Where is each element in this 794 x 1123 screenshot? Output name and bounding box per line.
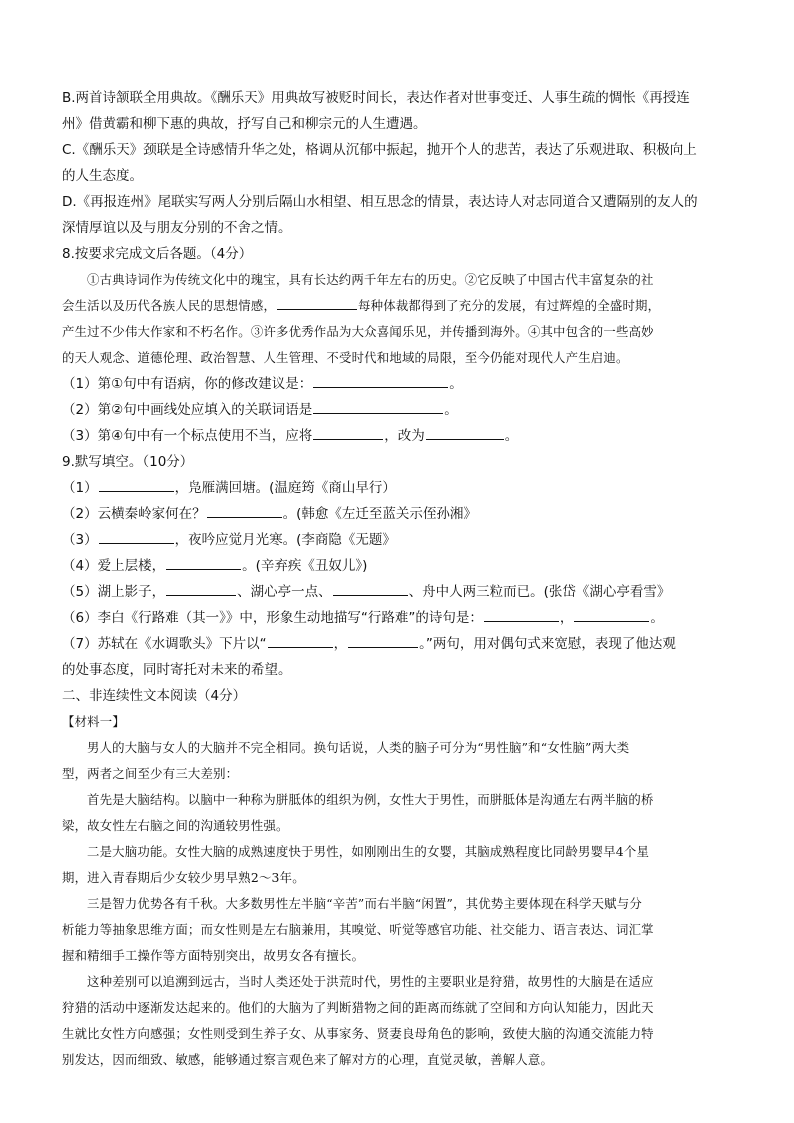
underline-blank[interactable] (277, 294, 357, 310)
material-line: 梁，故女性左右脑之间的沟通较男性强。 (62, 818, 289, 833)
option-b-line: 州》借黄霸和柳下惠的典故，抒写自己和柳宗元的人生遭遇。 (62, 116, 427, 132)
question-9-item-7-cont: 的处事态度，同时寄托对未来的希望。 (62, 662, 292, 678)
item-text: 。(辛弃疾《丑奴儿》) (242, 558, 368, 574)
sub-question-text: 。 (504, 428, 519, 444)
item-text: （5）湖上影子， (62, 584, 166, 600)
question-9-item-5 (62, 579, 734, 605)
answer-blank[interactable] (426, 424, 504, 440)
question-8-passage (62, 267, 734, 371)
item-text: （2）云横秦岭家何在？ (62, 506, 206, 522)
material-one (62, 709, 734, 1073)
sub-question-text: 。 (449, 376, 463, 392)
question-8-sub-1 (62, 371, 734, 397)
material-line: 握和精细手工操作等方面特别突出，故男女各有擅长。 (62, 948, 365, 963)
option-c (62, 137, 734, 189)
sub-question-text: （2）第②句中画线处应填入的关联词语是 (62, 402, 313, 418)
answer-blank[interactable] (313, 372, 448, 388)
item-text: 。 (650, 610, 664, 626)
material-line: 别发达，因而细致、敏感，能够通过察言观色来了解对方的心理，直觉灵敏，善解人意。 (62, 1052, 554, 1067)
item-text: 、湖心亭一点、 (237, 584, 332, 600)
option-c-line: 的人生态度。 (62, 168, 143, 184)
passage-text: 每种体裁都得到了充分的发展，有过辉煌的全盛时期， (358, 298, 661, 313)
passage-line: ①古典诗词作为传统文化中的瑰宝，具有长达约两千年左右的历史。②它反映了中国古代丰富复杂的社 (87, 272, 654, 287)
material-line: 这种差别可以追溯到远古，当时人类还处于洪荒时代，男性的主要职业是狩猎，故男性的大脑是在适应 (87, 974, 654, 989)
answer-blank[interactable] (313, 424, 383, 440)
sub-question-text: 。 (444, 402, 458, 418)
exam-page (62, 85, 734, 1073)
question-9-item-3 (62, 527, 734, 553)
question-9-item-7 (62, 631, 734, 657)
answer-blank[interactable] (166, 580, 236, 596)
sub-question-text: （3）第④句中有一个标点使用不当，应将 (62, 428, 313, 444)
item-text: ，夜吟应觉月光寒。(李商隐《无题》 (174, 532, 396, 548)
item-text: 。”两句，用对偶句式来宽慰，表现了他达观 (419, 636, 676, 652)
item-text: ， (333, 636, 348, 652)
item-text: ，凫雁满回塘。(温庭筠《商山早行） (174, 480, 396, 496)
sub-question-text: ，改为 (384, 428, 425, 444)
answer-blank[interactable] (574, 606, 649, 622)
material-label: 【材料一】 (62, 714, 125, 729)
question-9-item-1 (62, 475, 734, 501)
answer-blank[interactable] (207, 502, 282, 518)
material-line: 狩猎的活动中逐渐发达起来的。他们的大脑为了判断猎物之间的距离而练就了空间和方向认知能力，因此天 (62, 1000, 654, 1015)
option-d-line: D.《再报连州》尾联实写两人分别后隔山水相望、相互思念的情景，表达诗人对志同道合又遭隔别的友人的 (62, 194, 698, 210)
answer-blank[interactable] (268, 632, 333, 648)
answer-blank[interactable] (348, 632, 418, 648)
item-text: （4）爱上层楼， (62, 558, 166, 574)
sub-question-text: （1）第①句中有语病，你的修改建议是： (62, 376, 313, 392)
answer-blank[interactable] (99, 528, 174, 544)
option-d-line: 深情厚谊以及与朋友分别的不舍之情。 (62, 220, 292, 236)
question-8-title: 8.按要求完成文后各题。（4分） (62, 246, 253, 262)
material-line: 期，进入青春期后少女较少男早熟2～3年。 (62, 870, 305, 885)
question-8-sub-2 (62, 397, 734, 423)
answer-blank[interactable] (99, 476, 174, 492)
item-text: 、舟中人两三粒而已。(张岱《湖心亭看雪》 (408, 584, 671, 600)
material-line: 型，两者之间至少有三大差别： (62, 766, 239, 781)
option-b-line: B.两首诗颔联全用典故。《酬乐天》用典故写被贬时间长，表达作者对世事变迁、人事生疏的惆怅《再授连 (62, 90, 690, 106)
passage-text: 会生活以及历代各族人民的思想情感， (62, 298, 277, 313)
question-9-item-2 (62, 501, 734, 527)
passage-line: 的天人观念、道德伦理、政治智慧、人生管理、不受时代和地域的局限，至今仍能对现代人产生启迪。 (62, 350, 629, 365)
answer-blank[interactable] (313, 398, 443, 414)
answer-blank[interactable] (333, 580, 408, 596)
option-c-line: C.《酬乐天》颈联是全诗感情升华之处，格调从沉郁中振起，抛开个人的悲苦，表达了乐观进取、积极向上 (62, 142, 697, 158)
item-text: （1） (62, 480, 98, 496)
material-line: 析能力等抽象思维方面；而女性则是左右脑兼用，其嗅觉、听觉等感官功能、社交能力、语言表达、词汇掌 (62, 922, 654, 937)
option-b (62, 85, 734, 137)
question-9-item-4 (62, 553, 734, 579)
passage-line (62, 293, 734, 319)
material-line: 生就比女性方向感强；女性则受到生养子女、从事家务、贤妻良母角色的影响，致使大脑的沟通交流能力特 (62, 1026, 654, 1041)
item-text: （6）李白《行路难（其一》》中，形象生动地描写“行路难”的诗句是： (62, 610, 483, 626)
item-text: 。(韩愈《左迁至蓝关示侄孙湘》 (282, 506, 477, 522)
passage-line: 产生过不少伟大作家和不朽名作。③许多优秀作品为大众喜闻乐见，并传播到海外。④其中包含的一些高妙 (62, 324, 654, 339)
section-2-title: 二、非连续性文本阅读（4分） (62, 688, 247, 704)
material-line: 三是智力优势各有千秋。大多数男性左半脑“辛苦”而右半脑“闲置”，其优势主要体现在科学天赋与分 (87, 896, 642, 911)
question-9-item-6 (62, 605, 734, 631)
answer-blank[interactable] (166, 554, 241, 570)
question-9-title: 9.默写填空。（10分） (62, 454, 194, 470)
answer-blank[interactable] (484, 606, 559, 622)
question-8-sub-3 (62, 423, 734, 449)
item-text: ， (559, 610, 574, 626)
material-line: 男人的大脑与女人的大脑并不完全相同。换句话说，人类的脑子可分为“男性脑”和“女性脑”两大类 (87, 740, 630, 755)
item-text: （7）苏轼在《水调歌头》下片以“ (62, 636, 267, 652)
material-line: 二是大脑功能。女性大脑的成熟速度快于男性，如刚刚出生的女婴，其脑成熟程度比同龄男婴早4个星 (87, 844, 650, 859)
option-d (62, 189, 734, 241)
material-line: 首先是大脑结构。以脑中一种称为胼胝体的组织为例，女性大于男性，而胼胝体是沟通左右两半脑的桥 (87, 792, 654, 807)
item-text: （3） (62, 532, 98, 548)
